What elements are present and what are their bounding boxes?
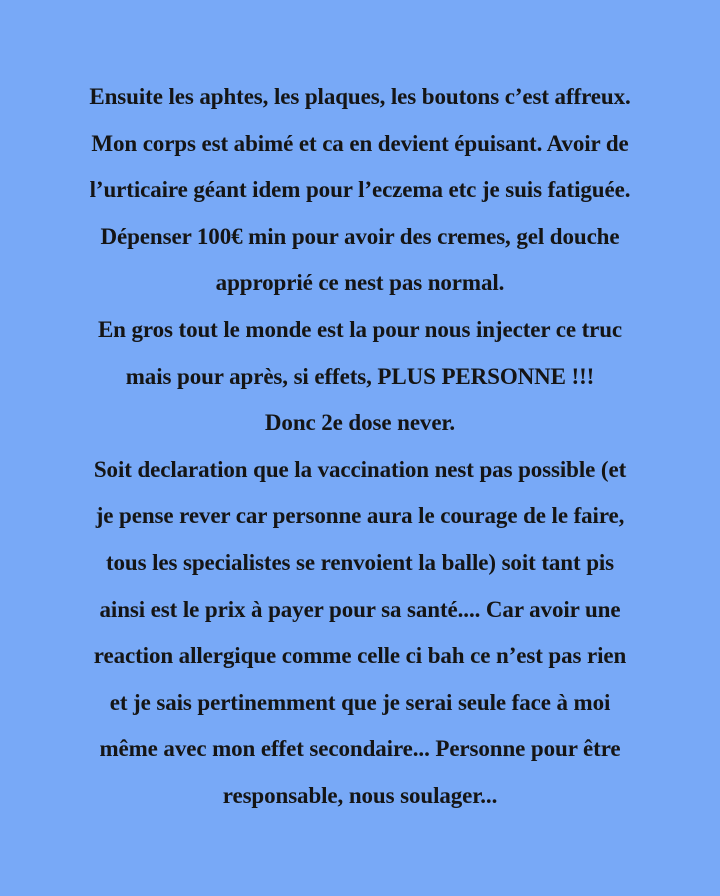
text-line: Soit declaration que la vaccination nest pas possible (et <box>93 456 627 482</box>
text-line: mais pour après, si effets, PLUS PERSONNE !!! <box>125 363 595 389</box>
text-line: même avec mon effet secondaire... Personne pour être <box>99 736 621 762</box>
text-line: responsable, nous soulager... <box>222 782 498 808</box>
text-line: l’urticaire géant idem pour l’eczema etc je suis fatiguée. <box>89 177 631 203</box>
text-line: reaction allergique comme celle ci bah ce n’est pas rien <box>93 643 627 669</box>
text-line: ainsi est le prix à payer pour sa santé.... Car avoir une <box>99 596 621 622</box>
text-line: et je sais pertinemment que je serai seule face à moi <box>109 689 611 715</box>
text-line: Mon corps est abimé et ca en devient épuisant. Avoir de <box>91 130 629 156</box>
text-line: Dépenser 100€ min pour avoir des cremes, gel douche <box>100 223 620 249</box>
text-line: approprié ce nest pas normal. <box>215 270 505 296</box>
text-line: Donc 2e dose never. <box>264 410 456 436</box>
text-line: Ensuite les aphtes, les plaques, les boutons c’est affreux. <box>89 84 631 109</box>
text-line: En gros tout le monde est la pour nous injecter ce truc <box>97 316 623 342</box>
text-line: je pense rever car personne aura le courage de le faire, <box>95 503 625 529</box>
text-line: tous les specialistes se renvoient la balle) soit tant pis <box>105 549 615 575</box>
text-block <box>0 74 720 820</box>
